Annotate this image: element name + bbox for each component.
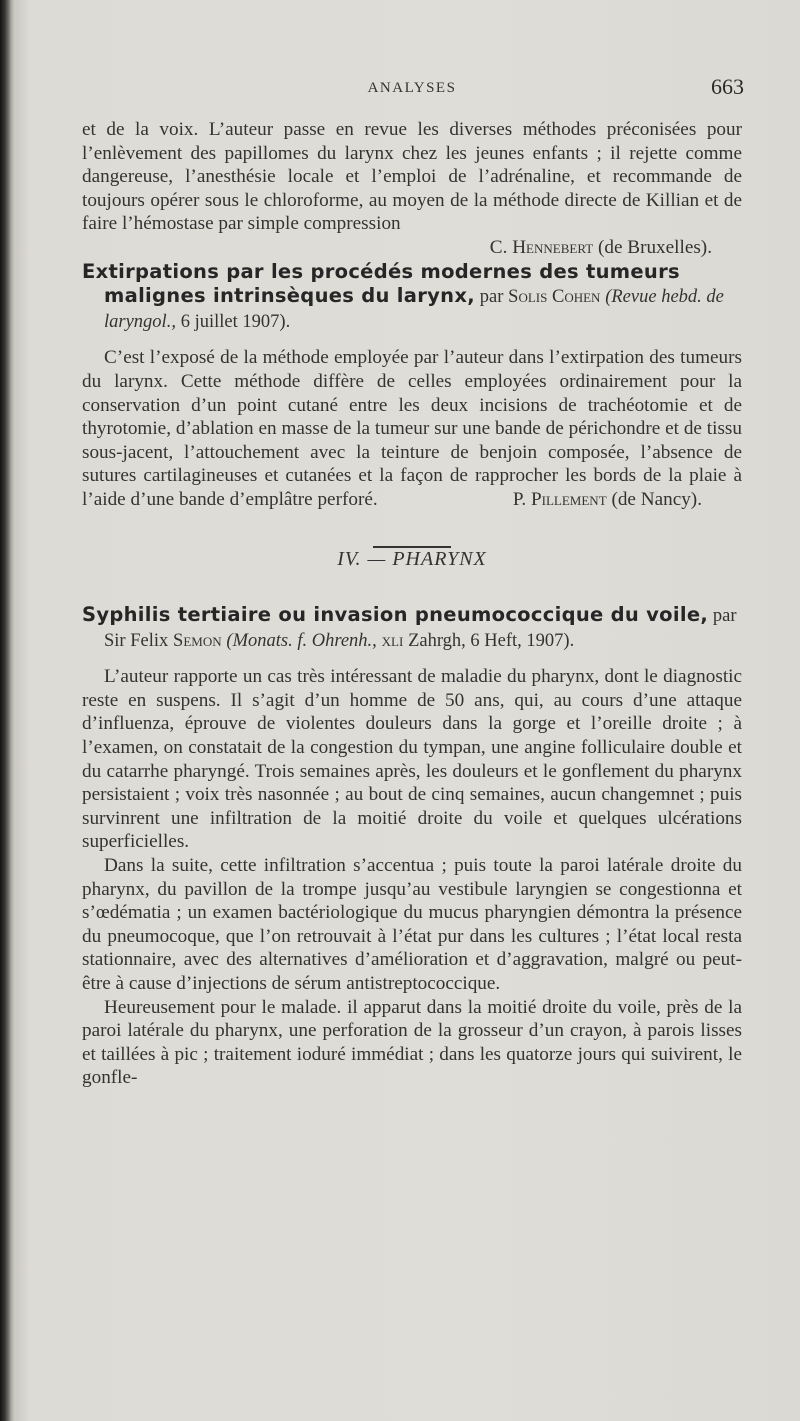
binding-edge bbox=[0, 0, 10, 1421]
article-2-paragraph: Dans la suite, cette infiltration s’accentua ; puis toute la paroi latérale droite du pharynx, du pavillon de la trompe jusqu’au vestibule laryngien se congestionna et s’œdématia ; un examen bactériologique du mucus pharyngien démontra la présence du pneumocoque, que l’on retrouvait à l’état pur dans les cultures ; l’état local resta stationnaire, avec des alternatives d’amélioration et d’aggravation, malgré ou peut-être à cause d’injections de sérum antistreptococcique. bbox=[82, 855, 742, 994]
section-heading: IV. — PHARYNX bbox=[337, 547, 487, 570]
article-2-journal: (Monats. f. Ohrenh., bbox=[226, 630, 377, 651]
article-2-author: Semon bbox=[173, 630, 222, 651]
article-1-date: 6 juillet 1907). bbox=[180, 311, 291, 332]
prev-article-body: et de la voix. L’auteur passe en revue les diverses méthodes préconisées pour l’enlèvement des papillomes du larynx chez les jeunes enfants ; il rejette comme dangereuse, l’anesthésie locale et l’emploi de l’adrénaline, et recommande de toujours opérer sous le chloroforme, au moyen de la méthode directe de Killian et de faire l’hémostase par simple compression bbox=[82, 119, 742, 235]
signature-place: (de Bruxelles). bbox=[597, 236, 712, 258]
article-2-heading bbox=[82, 603, 742, 653]
running-title: ANALYSES bbox=[367, 80, 457, 96]
signature-initial: C. bbox=[489, 236, 508, 258]
page-number: 663 bbox=[711, 74, 744, 99]
article-1-by: par bbox=[479, 287, 504, 308]
article-2-title: Syphilis tertiaire ou invasion pneumococcique du voile, bbox=[82, 603, 709, 627]
signature-name: Pillement bbox=[530, 488, 607, 510]
page-header bbox=[82, 72, 742, 102]
signature-place: (de Nancy). bbox=[611, 488, 702, 510]
article-1-title: Extirpations par les procédés modernes des tumeurs malignes intrinsèques du larynx, bbox=[82, 259, 680, 308]
article-1-journal: (Revue hebd. de laryngol., bbox=[104, 287, 724, 332]
article-1-heading bbox=[82, 260, 742, 335]
article-2-by: par Sir Felix bbox=[104, 606, 737, 651]
article-2-details: Zahrgh, 6 Heft, 1907). bbox=[408, 630, 575, 651]
article-2-paragraph: Heureusement pour le malade. il apparut dans la moitié droite du voile, près de la paroi latérale du pharynx, une perforation de la grosseur d’un crayon, à parois lisses et taillées à pic ; traitement ioduré immédiat ; dans les quatorze jours qui suivirent, le gonfle- bbox=[82, 996, 742, 1089]
page-content bbox=[82, 118, 742, 1090]
article-1-author: Solis Cohen bbox=[508, 287, 601, 308]
article-2-paragraph: L’auteur rapporte un cas très intéressant de maladie du pharynx, dont le diagnostic reste en suspens. Il s’agit d’un homme de 50 ans, qui, au cours d’une attaque d’influenza, éprouve de violentes douleurs dans la gorge et l’oreille droite ; à l’examen, on constatait de la congestion du tympan, une angine folliculaire double et du catarrhe pharyngé. Trois semaines après, les douleurs et le gonflement du pharynx persistaient ; voix très nasonnée ; au bout de cinq semaines, aucun changemnet ; puis survinrent une infiltration de la moitié droite du voile et quelques ulcérations superficielles. bbox=[82, 666, 742, 853]
prev-article-signature bbox=[82, 236, 742, 260]
article-1-body: C’est l’exposé de la méthode employée par l’auteur dans l’extirpation des tumeurs du larynx. Cette méthode diffère de celles employées ordinairement pour la conservation d’un point cutané entre les deux incisions de trachéotomie et de thyrotomie, d’ablation en masse de la tumeur sur une bande de périchondre et de tissu sous-jacent, l’attouchement avec la teinture de benjoin composée, l’absence de sutures cartilagineuses et cutanées et la façon de rapprocher les bords de la plaie à l’aide d’une bande d’emplâtre perforé. bbox=[82, 347, 742, 510]
signature-name: Hennebert bbox=[512, 236, 594, 258]
signature-initial: P. bbox=[512, 488, 527, 510]
article-2-volume: xli bbox=[381, 630, 404, 651]
